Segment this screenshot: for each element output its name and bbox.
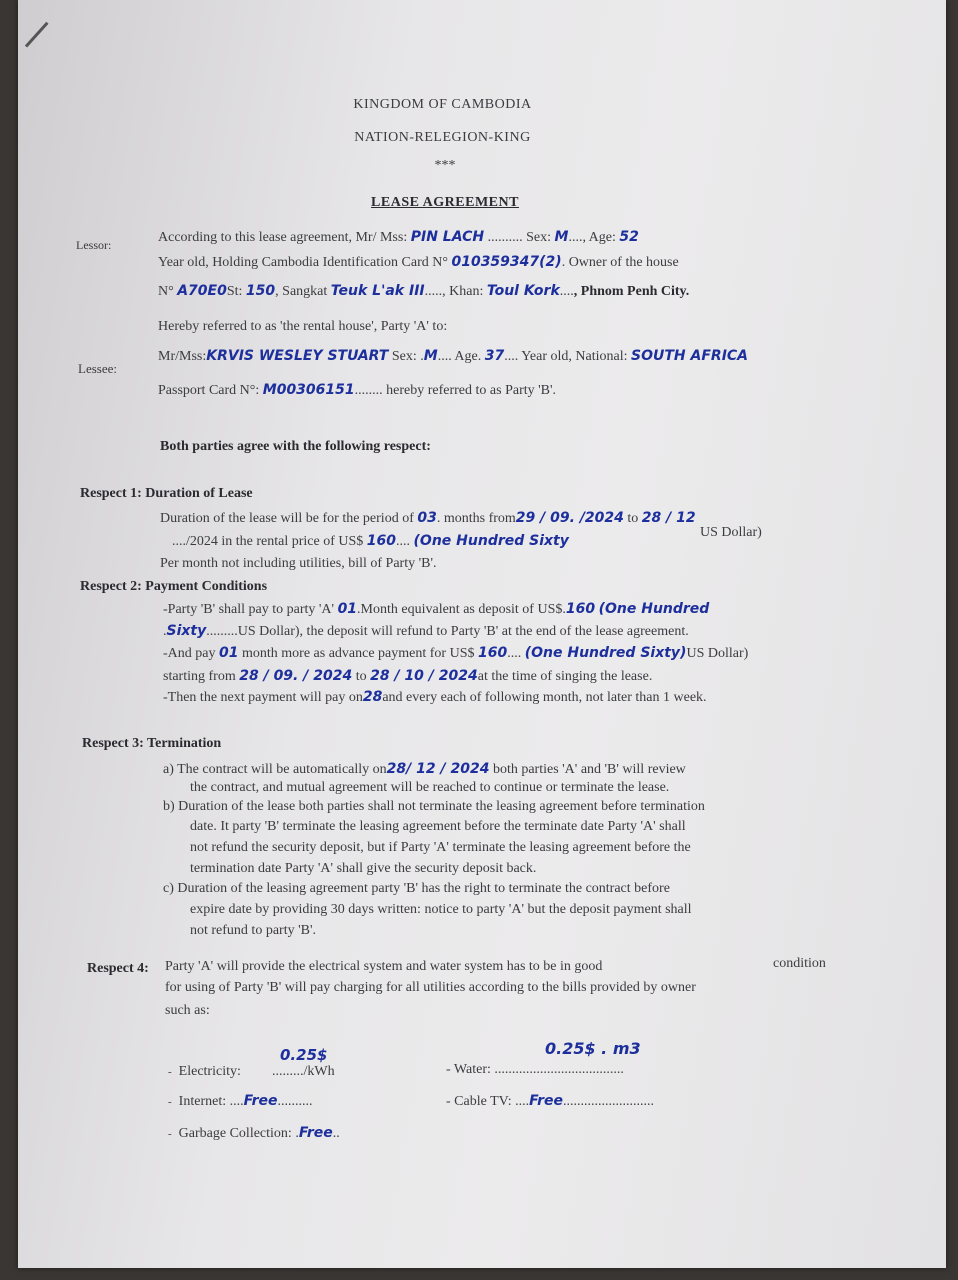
respect3-heading: Respect 3: Termination (82, 736, 222, 751)
electricity-label: Electricity: (178, 1064, 241, 1079)
sangkat-label: , Sangkat (275, 284, 328, 299)
kingdom-heading: KINGDOM OF CAMBODIA (353, 97, 532, 112)
deposit-amount: 160 (565, 601, 596, 617)
next-payment-text: -Then the next payment will pay on (163, 690, 363, 705)
termination-c-line-2: expire date by providing 30 days written: notice to party 'A' but the deposit payment shall (190, 902, 692, 917)
termination-date: 28/ 12 / 2024 (386, 761, 490, 777)
agree-heading: Both parties agree with the following respect: (160, 439, 431, 454)
termination-a-text: a) The contract will be automatically on (163, 762, 387, 777)
advance-words: (One Hundred Sixty) (524, 645, 687, 661)
water-label: - Water: (446, 1062, 491, 1077)
street-label: St: (226, 284, 243, 299)
lease-to-date: 28 / 12 (641, 510, 696, 526)
internet-value: Free (243, 1093, 278, 1109)
advance-amount: 160 (477, 645, 508, 661)
utility-cable: - Cable TV: ....Free.......................... (446, 1093, 654, 1109)
termination-b-line-1: b) Duration of the lease both parties shall not terminate the leasing agreement before termination (163, 799, 705, 814)
lessee-age: 37 (484, 348, 505, 364)
termination-a-line-2: the contract, and mutual agreement will be reached to continue or terminate the lease. (190, 780, 670, 795)
lessee-name: KRVIS WESLEY STUART (206, 348, 389, 364)
respect1-usd: US Dollar) (700, 525, 762, 540)
passport-number: M00306151 (262, 382, 355, 398)
respect2-line-4 (163, 668, 652, 685)
respect1-line-3: Per month not including utilities, bill of Party 'B'. (160, 556, 437, 571)
respect2-line-2: .Sixty.........US Dollar), the deposit will refund to Party 'B' at the end of the lease agreement. (163, 623, 689, 639)
utility-garbage: - Garbage Collection: .Free.. (168, 1125, 340, 1141)
nationality-label: Year old, National: (521, 349, 628, 364)
lessor-intro-text: According to this lease agreement, Mr/ Mss: (158, 230, 408, 245)
lessor-line-4: Hereby referred to as 'the rental house', Party 'A' to: (158, 319, 448, 334)
deposit-words-2: Sixty (166, 623, 207, 639)
motto-heading: NATION-RELEGION-KING (354, 130, 531, 145)
deposit-words: (One Hundred (598, 601, 710, 617)
respect2-line-1: -Party 'B' shall pay to party 'A' 01.Month equivalent as deposit of US$.160 (One Hundred (163, 601, 710, 617)
lessor-owner-text: Owner of the house (568, 255, 679, 270)
utility-internet: - Internet: ....Free.......... (168, 1093, 313, 1109)
to-text: to (627, 511, 639, 526)
termination-a-text-2: both parties 'A' and 'B' will review (492, 762, 686, 777)
electricity-unit: /kWh (303, 1064, 335, 1079)
lessee-nationality: SOUTH AFRICA (631, 348, 749, 364)
termination-a-line-1 (163, 761, 686, 778)
respect4-line-2: for using of Party 'B' will pay charging for all utilities according to the bills provided by owner (165, 980, 696, 995)
rental-price: 160 (366, 533, 397, 549)
khan-name: Toul Kork (486, 283, 560, 299)
respect1-line-2: ..../2024 in the rental price of US$ 160.... (One Hundred Sixty (172, 533, 569, 549)
respect4-line-3: such as: (165, 1003, 210, 1018)
lessor-id-number: 010359347(2) (451, 254, 562, 270)
termination-c-line-1: c) Duration of the leasing agreement party 'B' has the right to terminate the contract before (163, 881, 670, 896)
advance-months: 01 (219, 645, 239, 661)
respect1-heading: Respect 1: Duration of Lease (80, 486, 253, 501)
deposit-text: -Party 'B' shall pay to party 'A' (163, 602, 335, 617)
lessor-label: Lessor: (76, 238, 112, 252)
garbage-label: Garbage Collection: (178, 1126, 292, 1141)
lease-months: 03 (417, 510, 437, 526)
respect4-line-1b: condition (773, 956, 826, 971)
utility-electricity: - Electricity: (168, 1064, 241, 1079)
lessor-line-3: N° A70E0St: 150, Sangkat Teuk L'ak III....., Khan: Toul Kork...., Phnom Penh City. (158, 283, 690, 299)
lessor-id-label: Year old, Holding Cambodia Identification Card N° (158, 255, 448, 270)
advance-usd: US Dollar) (686, 646, 749, 661)
termination-c-line-3: not refund to party 'B'. (190, 923, 316, 938)
stars-divider: *** (434, 158, 456, 173)
respect2-heading: Respect 2: Payment Conditions (80, 579, 268, 594)
lessor-line-2: Year old, Holding Cambodia Identification Card N° 010359347(2). Owner of the house (158, 254, 679, 270)
water-rate: 0.25$ . m3 (545, 1039, 641, 1058)
lessor-age-label: Age: (588, 230, 616, 245)
electricity-rate: 0.25$ (280, 1046, 328, 1064)
respect1-line-1: Duration of the lease will be for the period of 03. months from29 / 09. /2024 to 28 / 12 (160, 510, 696, 526)
document-title: LEASE AGREEMENT (371, 195, 519, 210)
lessee-sex: M (423, 348, 438, 364)
deposit-months: 01 (337, 601, 358, 617)
lessee-label: Lessee: (78, 361, 117, 376)
electricity-unit-line: ........./kWh (272, 1064, 335, 1079)
respect2-line-5 (163, 689, 707, 706)
respect4-heading: Respect 4: (87, 961, 149, 976)
advance-label: month more as advance payment for US$ (241, 646, 475, 661)
termination-b-line-3: not refund the security deposit, but if Party 'A' terminate the leasing agreement before the (190, 840, 691, 855)
deposit-label: Month equivalent as deposit of US$. (360, 602, 566, 617)
lessor-line-1: According to this lease agreement, Mr/ Mss: PIN LACH .......... Sex: M...., Age: 52 (158, 229, 639, 245)
following-month-text: and every each of following month, not later than 1 week. (382, 690, 707, 705)
lessee-age-label: Age. (454, 349, 482, 364)
lessee-name-label: Mr/Mss: (158, 349, 207, 364)
termination-b-line-2: date. It party 'B' terminate the leasing agreement before the terminate date Party 'A' shall (190, 819, 686, 834)
sangkat-name: Teuk L'ak III (330, 283, 425, 299)
house-no-label: N° (158, 284, 174, 299)
utility-water: - Water: ..................................... (446, 1062, 624, 1077)
payment-start-date: 28 / 09. / 2024 (239, 668, 353, 684)
payment-day: 28 (362, 689, 383, 705)
lease-from-date: 29 / 09. /2024 (515, 510, 624, 526)
lessor-sex-label: Sex: (526, 230, 551, 245)
months-from-text: months from (443, 511, 516, 526)
khan-label: Khan: (449, 284, 484, 299)
lessor-age: 52 (619, 229, 639, 245)
city-text: , Phnom Penh City. (573, 284, 690, 299)
advance-text: -And pay (163, 646, 216, 661)
lessee-line-2: Passport Card N°: M00306151........ hereby referred to as Party 'B'. (158, 382, 557, 398)
signing-text: at the time of singing the lease. (477, 669, 653, 684)
starting-from-text: starting from (163, 669, 236, 684)
garbage-value: Free (298, 1125, 333, 1141)
termination-b-line-4: termination date Party 'A' shall give the security deposit back. (190, 861, 537, 876)
respect2-line-3: -And pay 01 month more as advance payment for US$ 160.... (One Hundred Sixty)US Dollar) (163, 645, 749, 661)
internet-label: Internet: (178, 1094, 227, 1109)
cable-label: - Cable TV: (446, 1094, 512, 1109)
party-b-text: hereby referred to as Party 'B'. (386, 383, 557, 398)
passport-label: Passport Card N°: (158, 383, 260, 398)
house-number: A70E0 (177, 283, 227, 299)
duration-text: Duration of the lease will be for the period of (160, 511, 414, 526)
lessee-line-1: Mr/Mss:KRVIS WESLEY STUART Sex: .M.... Age. 37.... Year old, National: SOUTH AFRICA (158, 348, 749, 364)
respect4-line-1: Party 'A' will provide the electrical system and water system has to be in good (165, 959, 603, 974)
rental-price-text: /2024 in the rental price of US$ (186, 534, 364, 549)
street-number: 150 (245, 283, 276, 299)
lessee-sex-label: Sex: (391, 349, 417, 364)
lessor-name: PIN LACH (410, 229, 485, 245)
to-text-2: to (355, 669, 367, 684)
rental-price-words: (One Hundred Sixty (413, 533, 569, 549)
deposit-refund-text: US Dollar), the deposit will refund to Party 'B' at the end of the lease agreement. (237, 624, 689, 639)
payment-end-date: 28 / 10 / 2024 (370, 668, 478, 684)
cable-value: Free (529, 1093, 563, 1109)
lessor-sex: M (554, 229, 569, 245)
